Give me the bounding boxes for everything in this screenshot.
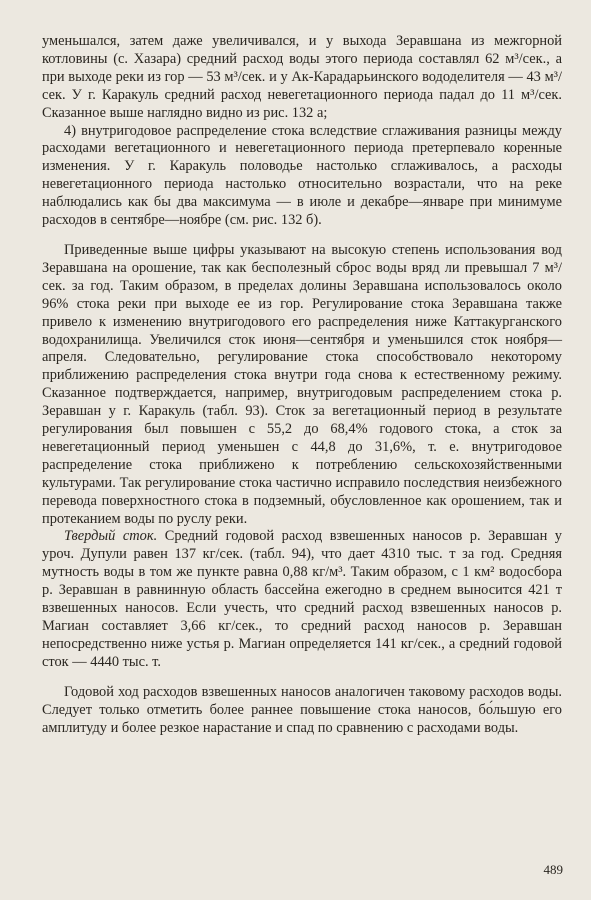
paragraph-2-text: 4) внутригодовое распределение стока вследствие сглаживания разницы между расходами вегетационного и невегетационного периода претерпевало коренные изменения. У г. Каракуль половодье настолько сглаживалось, а расходы невегетационного периода настолько относительно возрастали, что на реке наблюдались как бы два максимума — в июле и декабре—январе при минимуме расходов в сентябре—ноябре (см. рис. 132 б). xyxy=(42,122,562,229)
paragraph-1 xyxy=(42,33,562,123)
paragraph-3 xyxy=(42,242,562,529)
paragraph-4-text: Средний годовой расход взвешенных наносов р. Зеравшан у уроч. Дупули равен 137 кг/сек. (табл. 94), что дает 4310 тыс. т за год. Средняя мутность воды в том же пункте равна 0,88 кг/м³. Таким образом, с 1 км² водосбора р. Зеравшан в равнинную область бассейна ежегодно в среднем выносится 421 т взвешенных наносов. Если учесть, что средний расход взвешенных наносов р. Магиан составляет 3,66 кг/сек., то средний расход наносов р. Зеравшан непосредственно ниже устья р. Магиан определяется 141 кг/сек., а средний годовой сток — 4440 тыс. т. xyxy=(42,528,562,670)
paragraph-3-text: Приведенные выше цифры указывают на высокую степень использования вод Зеравшана на орошение, так как бесполезный сброс воды вряд ли превышал 7 м³/сек. за год. Таким образом, в пределах долины Зеравшана использовалось около 96% стока реки при выходе ее из гор. Регулирование стока Зеравшана также привело к изменению внутригодового его распределения ниже Каттакурганского водохранилища. Увеличился сток июня—сентября и уменьшился сток ноября—апреля. Следовательно, регулирование стока способствовало некоторому приближению распределения стока внутри года снова к естественному режиму. Сказанное подтверждается, например, внутригодовым распределением стока р. Зеравшан у г. Каракуль (табл. 93). Сток за вегетационный период в результате регулирования был повышен с 55,2 до 68,4% годового стока, а сток за невегетационный период уменьшен с 44,8 до 31,6%, т. е. внутригодовое распределение стока приближено к потреблению сельскохозяйственными культурами. Так регулирование стока частично исправило последствия неизбежного перевода поверхностного стока в подземный, обусловленное как орошением, так и протеканием воды по руслу реки. xyxy=(42,241,562,527)
section-runin-heading: Твердый сток. xyxy=(64,528,158,545)
paragraph-2 xyxy=(42,123,562,230)
paragraph-1-text: уменьшался, затем даже увеличивался, и у выхода Зеравшана из межгорной котловины (с. Хазара) средний расход воды этого периода составлял 62 м³/сек., а при выходе реки из гор — 53 м³/сек. и у Ак-Карадарьинского вододелителя — 43 м³/сек. У г. Каракуль средний расход невегетационного периода падал до 11 м³/сек. Сказанное выше наглядно видно из рис. 132 а; xyxy=(42,33,562,121)
paragraph-5-text: Годовой ход расходов взвешенных наносов аналогичен таковому расходов воды. Следует только отметить более раннее повышение стока наносов, бо́льшую его амплитуду и более резкое нарастание и спад по сравнению с расходами воды. xyxy=(42,683,562,736)
page-number: 489 xyxy=(543,862,563,877)
paragraph-5 xyxy=(42,684,562,738)
paragraph-4 xyxy=(42,528,562,671)
